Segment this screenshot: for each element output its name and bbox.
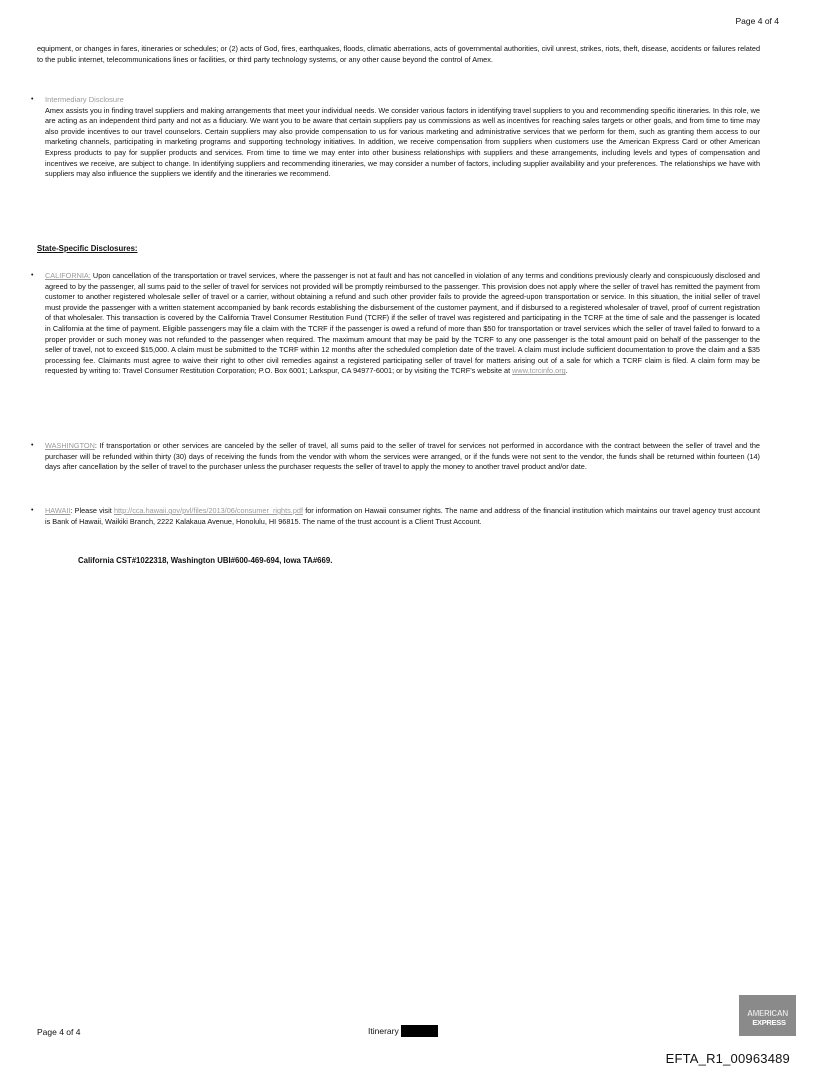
- state-disclosures-heading: State-Specific Disclosures:: [37, 244, 138, 253]
- logo-line1: AMERICAN: [747, 1009, 788, 1018]
- hawaii-text: for information on Hawaii consumer rights. The name and address of the financial institution which maintains our travel agency trust account is Bank of Hawaii, Waikiki Branch, 2222 Kalakaua Avenue, Honolulu, HI 96815. The name of the trust account is a Client Trust Account.: [45, 506, 761, 526]
- hawaii-list: [37, 506, 760, 527]
- amex-logo: [739, 995, 796, 1036]
- intermediary-text: Amex assists you in finding travel suppliers and making arrangements that meet your individual needs. We consider various factors in identifying travel suppliers to you and recommending specific itineraries. In this role, we are acting as an independent third party and not as a fiduciary. We want you to be aware that certain suppliers pay us commissions as well as incentives for reaching sales targets or other goals, and from time to time may also provide incentives to our travel counselors. Certain suppliers may also provide compensation to us for various marketing and administrative services that we perform for them, such as granting them access to our marketing channels, participating in marketing programs and supporting technology initiatives. In addition, we receive compensation from suppliers when customers use the American Express Card or other American Express products to pay for supplier products and services. From time to time we may enter into other business relationships with suppliers and these arrangements, including levels and types of compensation and incentives we receive, are subject to change. In identifying suppliers and recommending itineraries, we may consider a number of factors, including supplier availability and your preferences. The relationships we have with suppliers may also influence the suppliers we identify and the itineraries we recommend.: [45, 105, 760, 179]
- california-end: .: [565, 366, 568, 376]
- washington-list: [37, 441, 760, 473]
- itinerary-label: Itinerary: [368, 1026, 399, 1036]
- hawaii-item: [37, 506, 760, 527]
- continuation-text: equipment, or changes in fares, itineraries or schedules; or (2) acts of God, fires, earthquakes, floods, climatic aberrations, acts of governmental authorities, civil unrest, strikes, riots, theft, disease, accidents or failures related to the public internet, telecommunications lines or facilities, or third party technology systems, or any other cause beyond the control of Amex.: [37, 44, 760, 64]
- california-item: [37, 271, 760, 377]
- hawaii-label: HAWAII: [45, 506, 71, 515]
- intermediary-item: [37, 95, 760, 180]
- california-paragraph: [45, 271, 760, 377]
- washington-label: WASHINGTON: [45, 441, 95, 450]
- license-numbers: California CST#1022318, Washington UBI#600-469-694, Iowa TA#669.: [78, 556, 333, 565]
- california-text: Upon cancellation of the transportation or travel services, where the passenger is not at fault and has not cancelled in violation of any terms and conditions previously clearly and conspicuously disclosed and agreed to by the passenger, all sums paid to the seller of travel for services not provided will be promptly reimbursed to the passenger. This provision does not apply where the seller of travel has remitted the payment from customer to another registered wholesale seller of travel or a carrier, without obtaining a refund and such other provider fails to provide the agreed-upon transportation or service. In this situation, the initial seller of travel must provide the passenger with a written statement accompanied by bank records establishing the disbursement of the customer payment, and if disbursed to a registered wholesaler of travel, proof of current registration of that wholesaler. This transaction is covered by the California Travel Consumer Restitution Fund (TCRF) if the seller of travel was registered and participating in the TCRF at the time of sale and the passenger is located in California at the time of payment. Eligible passengers may file a claim with the TCRF if the passenger is owed a refund of more than $50 for transportation or travel services which the seller of travel failed to forward to a proper provider or such money was not refunded to the passenger when required. The maximum amount that may be paid by the TCRF to any one passenger is the total amount paid on behalf of the passenger to the seller of travel, not to exceed $15,000. A claim must be submitted to the TCRF within 12 months after the scheduled completion date of the travel. A claim must include sufficient documentation to prove the claim and a $35 processing fee. Claimants must agree to waive their right to other civil remedies against a registered participating seller of travel for matters arising out of a sale for which a TCRF claim is filed. A claim form may be requested by writing to: Travel Consumer Restitution Corporation; P.O. Box 6001; Larkspur, CA 94977-6001; or by visiting the TCRF's website at: [45, 271, 760, 376]
- hawaii-consumer-rights-link[interactable]: http://cca.hawaii.gov/pvl/files/2013/06/consumer_rights.pdf: [113, 506, 303, 515]
- california-label: CALIFORNIA:: [45, 271, 91, 280]
- document-id: EFTA_R1_00963489: [665, 1051, 790, 1066]
- washington-text: : If transportation or other services are canceled by the seller of travel, all sums paid to the seller of travel for services not performed in accordance with the contract between the seller of travel and the purchaser will be refunded within thirty (30) days of receiving the funds from the vendor with whom the services were arranged, or if the funds were not sent to the vendor, the funds shall be returned within fourteen (14) days after cancellation by the seller of travel to the purchaser unless the purchaser requests the seller of travel to apply the money to another travel product and/or date.: [45, 441, 760, 472]
- continuation-block: [37, 44, 760, 65]
- intermediary-title: • Intermediary Disclosure: [45, 95, 124, 104]
- tcrf-website-link[interactable]: www.tcrcinfo.org: [512, 366, 566, 376]
- amex-logo-icon: [739, 995, 796, 1036]
- page-number-footer: Page 4 of 4: [37, 1027, 81, 1037]
- washington-item: [37, 441, 760, 473]
- washington-paragraph: [45, 441, 760, 473]
- logo-line2: EXPRESS: [752, 1018, 786, 1027]
- redaction-bar: [401, 1025, 438, 1037]
- itinerary-footer: [368, 1025, 438, 1037]
- intermediary-list: [37, 95, 760, 180]
- page-number-header: Page 4 of 4: [735, 16, 779, 26]
- hawaii-paragraph: [45, 506, 760, 527]
- hawaii-intro: : Please visit: [70, 506, 112, 515]
- california-list: [37, 271, 760, 377]
